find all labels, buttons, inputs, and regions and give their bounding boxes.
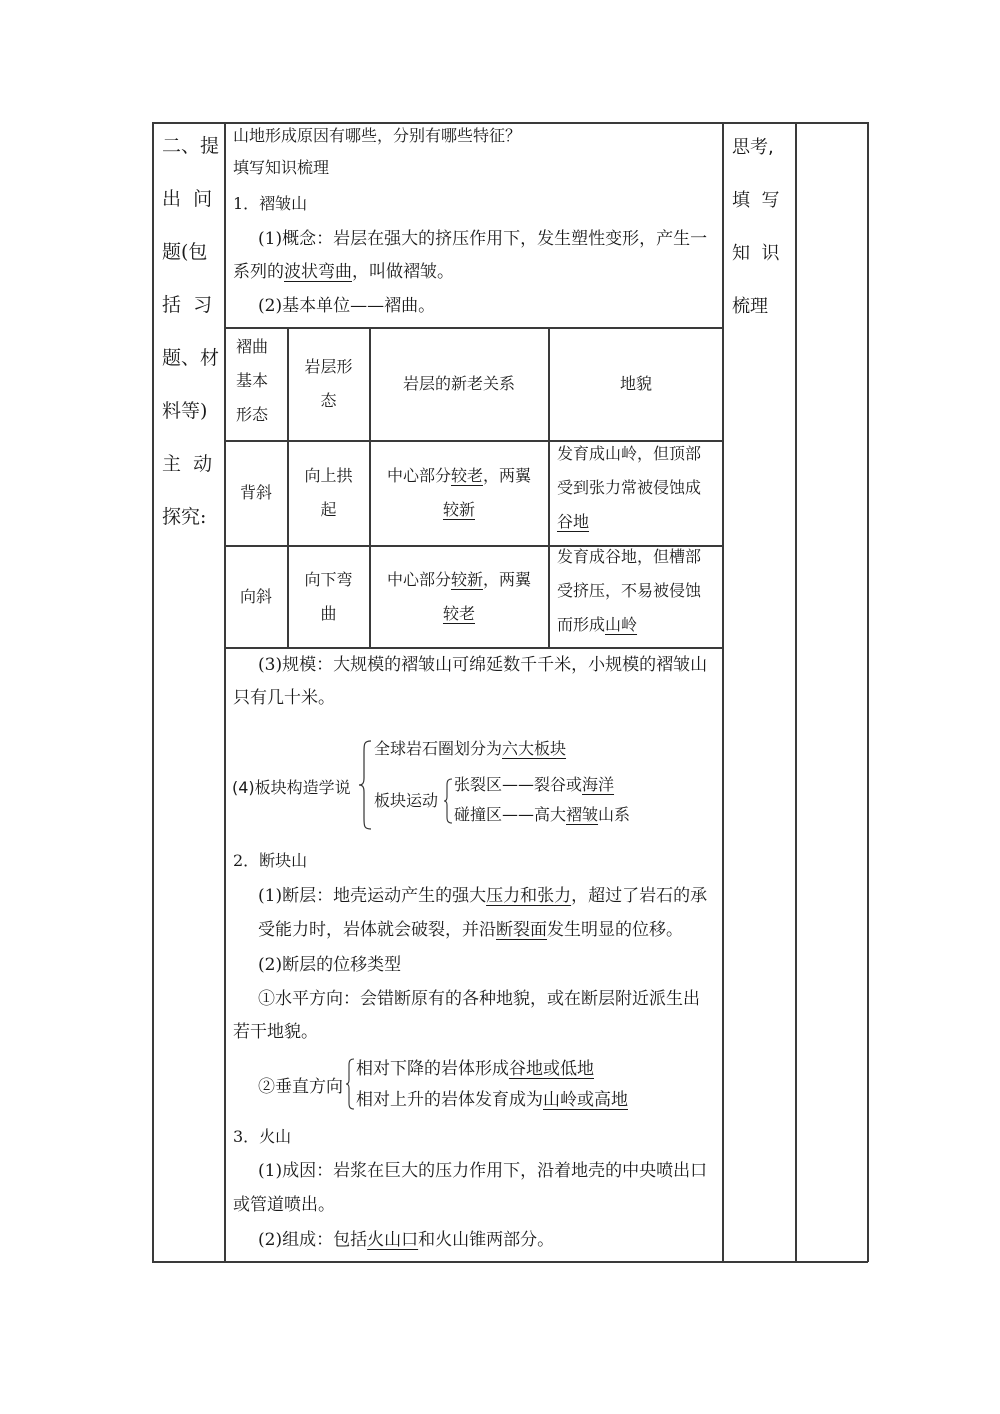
- answer-blank: 褶皱: [566, 805, 599, 824]
- brace-icon: [345, 1058, 355, 1110]
- header-age-relation: 岩层的新老关系: [402, 374, 515, 393]
- answer-blank: 山岭或高地: [543, 1090, 628, 1110]
- plate-item1: 全球岩石圈划分为六大板块: [374, 739, 567, 758]
- stage-label-line: 题、材: [162, 347, 220, 369]
- stage-label-line: 出 问: [162, 188, 213, 210]
- table-border-left: [152, 122, 154, 1262]
- volcano-cause-line1: (1)成因：岩浆在巨大的压力作用下，沿着地壳的中央喷出口: [258, 1161, 708, 1181]
- stage-label-line: 括 习: [162, 294, 213, 316]
- row-syncline-relation: 中心部分较新，两翼 较老: [386, 569, 532, 623]
- answer-blank: 谷地: [557, 512, 590, 531]
- answer-blank: 火山口: [367, 1230, 419, 1250]
- guiding-question: 山地形成原因有哪些，分别有哪些特征？: [233, 126, 522, 145]
- fault-vertical-label: ②垂直方向: [258, 1077, 343, 1097]
- fault-up-block: 相对上升的岩体发育成为山岭或高地: [356, 1090, 628, 1110]
- volcano-cause-line2: 或管道喷出。: [233, 1195, 335, 1215]
- instruction: 填写知识梳理: [233, 158, 330, 177]
- section3-title: 3．火山: [233, 1127, 292, 1146]
- answer-blank: 较新: [450, 569, 483, 589]
- stage-label-line: 二、提: [162, 135, 220, 157]
- fault-horizontal-line2: 若干地貌。: [233, 1022, 318, 1042]
- answer-blank: 谷地或低地: [509, 1059, 594, 1079]
- answer-blank: 波状弯曲: [284, 262, 352, 282]
- fault-horizontal-line1: ①水平方向：会错断原有的各种地貌，或在断层附近派生出: [258, 989, 700, 1009]
- answer-blank: 山岭: [605, 615, 638, 634]
- row-anticline-form: 背斜: [239, 483, 272, 502]
- header-landform: 地貌: [619, 374, 652, 393]
- fold-concept-line2: 系列的波状弯曲，叫做褶皱。: [233, 262, 454, 282]
- fold-concept-line1: (1)概念：岩层在强大的挤压作用下，发生塑性变形，产生一: [258, 229, 708, 249]
- stage-label-line: 题(包: [162, 241, 208, 263]
- stage-label-line: 探究:: [162, 506, 207, 528]
- column-divider-3: [795, 122, 797, 1262]
- answer-blank: 较新: [442, 500, 475, 519]
- answer-blank: 较老: [450, 466, 483, 485]
- plate-rift-zone: 张裂区——裂谷或海洋: [454, 775, 615, 794]
- plate-collision-zone: 碰撞区——高大褶皱山系: [454, 805, 631, 824]
- fault-def-line1: (1)断层：地壳运动产生的强大压力和张力，超过了岩石的承: [258, 886, 708, 906]
- fold-scale-line1: (3)规模：大规模的褶皱山可绵延数千千米，小规模的褶皱山: [258, 655, 708, 675]
- answer-blank: 六大板块: [502, 739, 567, 758]
- plate-movement-label: 板块运动: [374, 791, 439, 810]
- section1-title: 1．褶皱山: [233, 194, 308, 213]
- answer-blank: 断裂面: [496, 920, 547, 940]
- fold-basic-unit: (2)基本单位——褶曲。: [258, 296, 436, 316]
- brace-icon: [443, 778, 453, 824]
- section2-title: 2．断块山: [233, 851, 308, 870]
- plate-label: (4)板块构造学说: [232, 778, 351, 797]
- activity-line: 知 识: [732, 243, 780, 264]
- brace-icon: [358, 740, 372, 830]
- header-fold-form: 褶曲 基本 形态: [236, 337, 269, 424]
- fold-scale-line2: 只有几十米。: [233, 688, 335, 708]
- row-anticline-shape: 向上拱 起: [304, 466, 353, 519]
- table-border-bottom: [152, 1261, 868, 1263]
- fault-types-title: (2)断层的位移类型: [258, 955, 402, 975]
- stage-label-line: 主 动: [162, 453, 213, 475]
- column-divider-2: [722, 122, 724, 1262]
- activity-line: 梳理: [732, 296, 768, 317]
- fold-table-row2-bottom: [224, 647, 723, 649]
- activity-line: 填 写: [732, 190, 780, 211]
- answer-blank: 压力和张力: [486, 886, 572, 906]
- row-syncline-landform: 发育成谷地，但槽部 受挤压，不易被侵蚀 而形成山岭: [557, 547, 702, 634]
- column-divider-1: [224, 122, 226, 1262]
- row-anticline-relation: 中心部分较老，两翼 较新: [386, 466, 532, 519]
- activity-line: 思考,: [732, 137, 774, 158]
- fault-down-block: 相对下降的岩体形成谷地或低地: [356, 1059, 594, 1079]
- stage-label-line: 料等): [162, 400, 208, 422]
- fault-def-line2: 受能力时，岩体就会破裂，并沿断裂面发生明显的位移。: [258, 920, 683, 940]
- answer-blank: 海洋: [582, 775, 615, 794]
- row-anticline-landform: 发育成山岭，但顶部 受到张力常被侵蚀成 谷地: [557, 444, 702, 531]
- volcano-composition: (2)组成：包括火山口和火山锥两部分。: [258, 1230, 555, 1250]
- answer-blank: 较老: [442, 603, 475, 623]
- row-syncline-shape: 向下弯 曲: [304, 569, 353, 623]
- row-syncline-form: 向斜: [239, 586, 272, 606]
- header-rock-shape: 岩层形 态: [304, 357, 353, 410]
- table-border-right: [867, 122, 869, 1262]
- table-border-top: [152, 122, 868, 124]
